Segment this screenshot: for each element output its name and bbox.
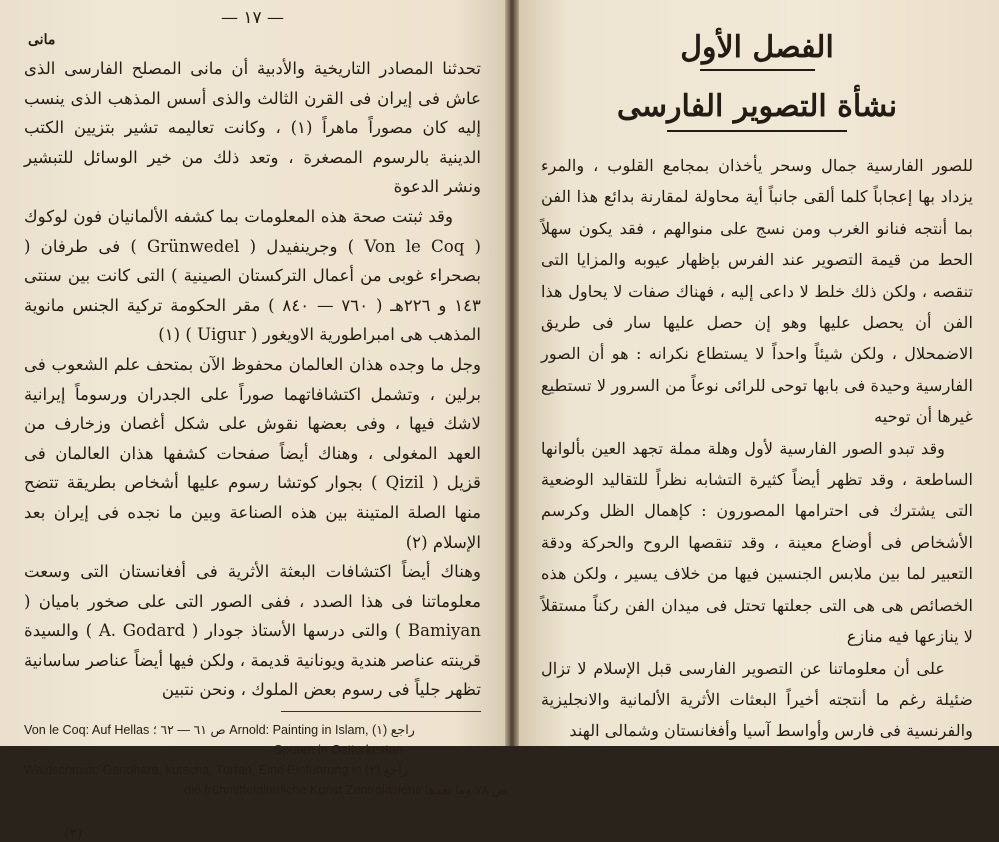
- chapter-heading: الفصل الأول: [680, 30, 834, 65]
- right-page: [519, 0, 999, 746]
- right-body-text: [541, 150, 973, 747]
- chapter-underline: [700, 69, 815, 71]
- page-number-header: — ١٧ —: [220, 8, 285, 28]
- left-paragraph-3: وجل ما وجده هذان العالمان محفوظ الآن بمتحف علم الشعوب فى برلين ، وتشمل اكتشافاتهما صوراً على الجدران ورسوماً إيرانية لاشك فيها ، وفى بعضها نقوش على شكل أغصان وزخارف من العهد المغولى ، وهناك أيضاً صفحات كشفها هذان العالمان فى قزيل ( Qizil ) بجوار كوتشا رسوم عليها أشخاص بطريقة تتضح منها الصلة المتينة بين هذه الصناعة وبين ما نجده فى إيران بعد الإسلام (٢): [24, 354, 481, 552]
- left-body-text: [24, 54, 481, 705]
- chapter-title: نشأة التصوير الفارسى: [616, 89, 898, 124]
- footnote-separator: [281, 711, 481, 712]
- footnote-line-4: die frühmittelalterliche Kunst Zentralasiens ص ٧٨ وما بعدها: [184, 783, 508, 798]
- signature-number: (٣): [64, 826, 83, 842]
- left-paragraph-1: تحدثنا المصادر التاريخية والأدبية أن مانى المصلح الفارسى الذى عاش فى إيران فى القرن الثالث والذى أسس المذهب الذى ينسب إليه كان مصوراً ماهراً (١) ، وكانت تعاليمه تشير بتزيين الكتب الدينية بالرسوم المصغرة ، وتعد ذلك من خير الوسائل للتبشير ونشر الدعوة: [24, 59, 481, 197]
- right-paragraph-1: للصور الفارسية جمال وسحر يأخذان بمجامع القلوب ، والمرء يزداد بها إعجاباً كلما ألقى جانباً أية محاولة لمقارنة بدائع هذا الفن بما أنتجه فنانو الغرب ومن نسج على منوالهم ، فقد يكون سهلاً الحط من قيمة التصوير عند الفرس بإظهار عيوبه والمزايا التى تنقصه ، ولكن ذلك خلط لا داعى إليه ، فهناك صفات لا يحاول هذا الفن أن يحصل عليها وهو إن حصل عليها سار فى طريق الاضمحلال ، ولكن شيئاً واحداً لا يستطاع نكرانه : هو أن الصور الفارسية وحيدة فى بابها توحى للرائى نوعاً من السرور لا تستطيع غيرها أن توحيه: [541, 156, 973, 427]
- footnote-line-2: Spuren in Ostturkestan: [274, 743, 403, 758]
- footnote-line-3: Waldschmidt: Gandhara, kutscha, Turfan, Eine Einführung in (٢) راجع: [24, 763, 408, 778]
- title-underline: [667, 130, 847, 132]
- book-gutter: [505, 0, 519, 746]
- left-paragraph-4: وهناك أيضاً اكتشافات البعثة الأثرية فى أفغانستان التى وسعت معلوماتنا فى هذا الصدد ، ففى الصور التى على صخور باميان ( Bamiyan ) والتى درسها الأستاذ جودار ( A. Godard ) والسيدة قرينته عناصر هندية ويونانية قديمة ، ولكن فيها أيضاً عناصر ساسانية تظهر جلياً فى رسوم بعض الملوك ، ونحن نتبين: [24, 562, 481, 700]
- right-paragraph-3: على أن معلوماتنا عن التصوير الفارسى قبل الإسلام لا تزال ضئيلة رغم ما أنتجته أخيراً البعثات الأثرية الألمانية والانجليزية والفرنسية فى فارس وأواسط آسيا وأفغانستان وشمالى الهند: [541, 658, 973, 741]
- right-paragraph-2: وقد تبدو الصور الفارسية لأول وهلة مملة تجهد العين بألوانها الساطعة ، وقد تظهر أيضاً كثيرة التشابه نظراً للتقاليد الوضعية التى يشترك فى احترامها المصورون : كإهمال الظل وكرسم الأشخاص فى أوضاع معينة ، وقد تنقصها الروح والحركة ودقة التعبير لما بين ملابس الجنسين فيها من خلاف يسير ، ولكن هذه الخصائص هى هى التى جعلتها تحتل فى ميدان الفن ركناً مستقلاً لا ينازعها فيه منازع: [541, 438, 973, 647]
- footnotes: [24, 720, 508, 800]
- left-paragraph-2: وقد ثبتت صحة هذه المعلومات بما كشفه الألمانيان فون لوكوك ( Von le Coq ) وجرينفيدل ( Grünwedel ) فى طرفان ( بصحراء غوبى من أعمال التركستان الصينية ) التى كانت بين سنتى ١٤٣ و ٢٢٦هـ ( ٧٦٠ — ٨٤٠ ) مقر الحكومة تركية الجنس مانوية المذهب هى امبراطورية الاويغور ( Uigur ) (١): [24, 206, 481, 345]
- section-title: مانى: [28, 32, 56, 48]
- footnote-line-1: Von le Coq: Auf Hellas ص ٦١ — ٦٢ ؛ Arnold: Painting in Islam, (١) راجع: [24, 723, 415, 738]
